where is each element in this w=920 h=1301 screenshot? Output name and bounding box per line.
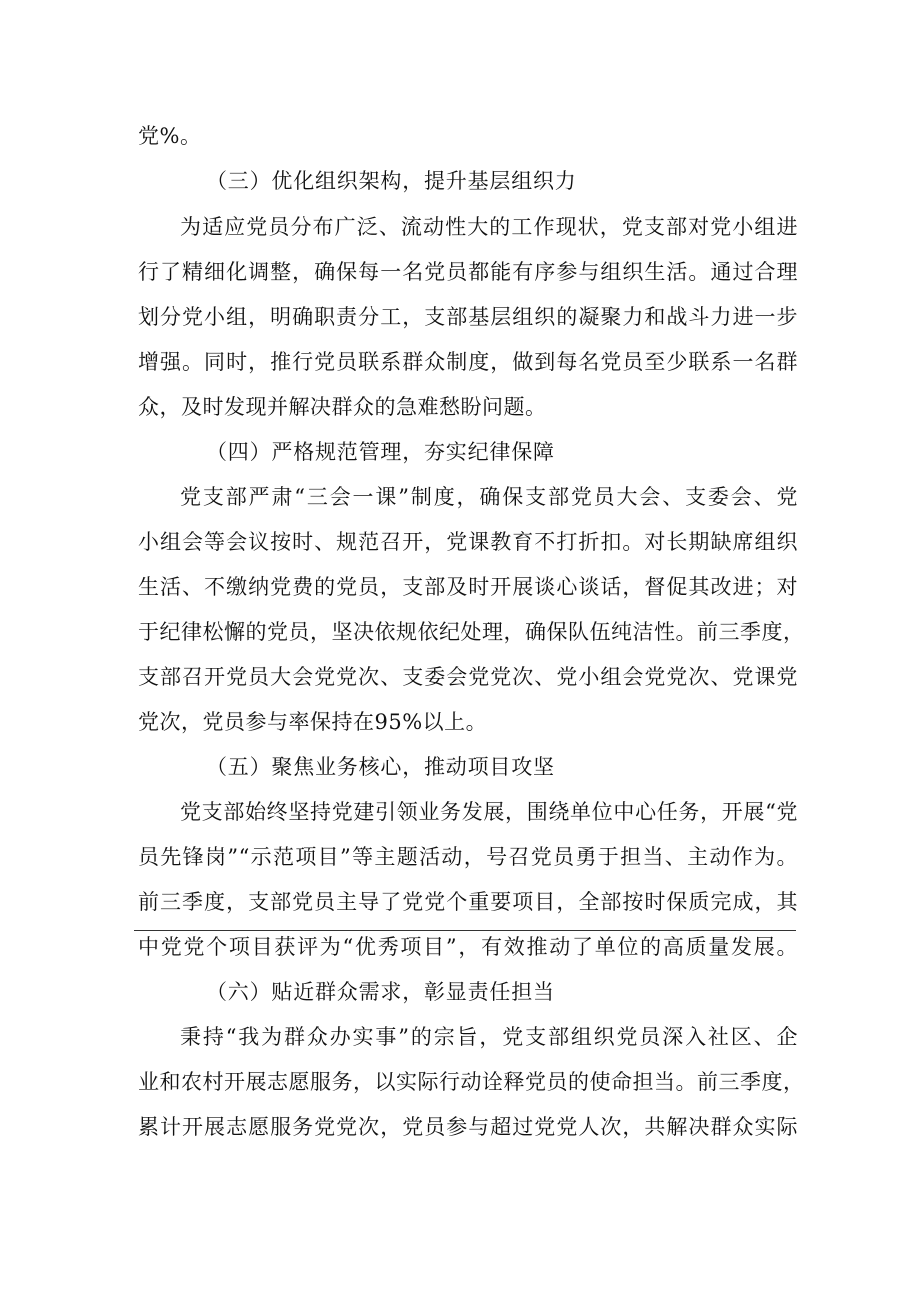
paragraph-line: 党支部始终坚持党建引领业务发展，围绕单位中心任务，开展“党 [180,800,798,824]
paragraph-line: 增强。同时，推行党员联系群众制度，做到每名党员至少联系一名群 [138,350,798,374]
paragraph-line: 众，及时发现并解决群众的急难愁盼问题。 [138,395,547,419]
paragraph-line: 支部召开党员大会党党次、支委会党党次、党小组会党党次、党课党 [138,665,798,689]
section-heading-4: （四）严格规范管理，夯实纪律保障 [206,440,555,464]
paragraph-line: 小组会等会议按时、规范召开，党课教育不打折扣。对长期缺席组织 [138,530,798,554]
section-heading-5: （五）聚焦业务核心，推动项目攻坚 [206,755,555,779]
paragraph-line: 中党党个项目获评为“优秀项目”，有效推动了单位的高质量发展。 [138,935,798,959]
paragraph-line: 秉持“我为群众办实事”的宗旨，党支部组织党员深入社区、企 [180,1025,798,1049]
paragraph-line: 生活、不缴纳党费的党员，支部及时开展谈心谈话，督促其改进；对 [138,575,798,599]
paragraph-line: 为适应党员分布广泛、流动性大的工作现状，党支部对党小组进 [180,215,798,239]
paragraph-line: 于纪律松懈的党员，坚决依规依纪处理，确保队伍纯洁性。前三季度， [138,620,805,644]
paragraph-line: 员先锋岗”“示范项目”等主题活动，号召党员勇于担当、主动作为。 [138,845,798,869]
paragraph-line: 业和农村开展志愿服务，以实际行动诠释党员的使命担当。前三季度， [138,1070,805,1094]
text-line-continuation: 党%。 [138,124,202,148]
horizontal-rule [134,930,796,931]
paragraph-line: 党次，党员参与率保持在95%以上。 [138,710,488,734]
paragraph-line: 划分党小组，明确职责分工，支部基层组织的凝聚力和战斗力进一步 [138,305,798,329]
paragraph-line: 党支部严肃“三会一课”制度，确保支部党员大会、支委会、党 [180,485,798,509]
paragraph-line: 行了精细化调整，确保每一名党员都能有序参与组织生活。通过合理 [138,260,798,284]
section-heading-3: （三）优化组织架构，提升基层组织力 [206,169,577,193]
paragraph-line: 累计开展志愿服务党党次，党员参与超过党党人次，共解决群众实际 [138,1115,798,1139]
paragraph-line: 前三季度，支部党员主导了党党个重要项目，全部按时保质完成，其 [138,890,798,914]
section-heading-6: （六）贴近群众需求，彰显责任担当 [206,980,555,1004]
